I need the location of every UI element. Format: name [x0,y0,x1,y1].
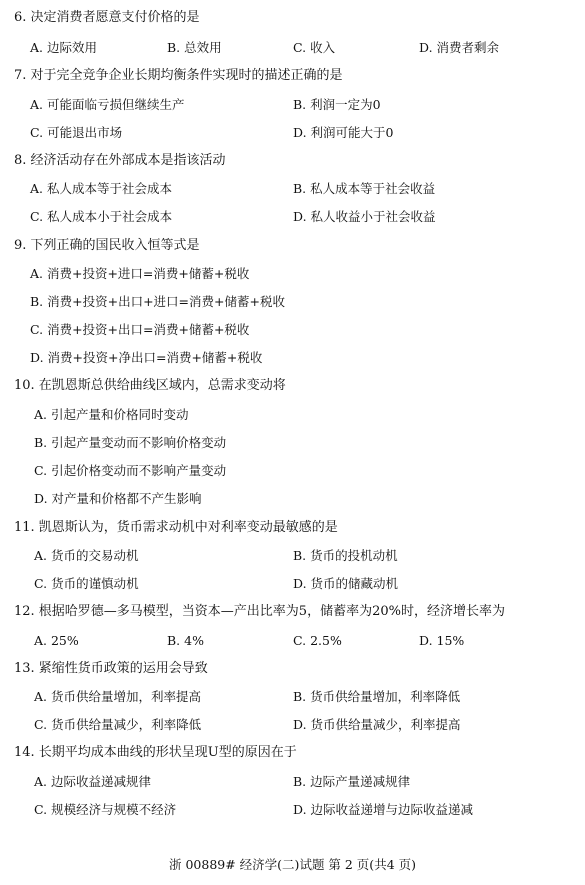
question-8-option-b: B. 私人成本等于社会收益 [293,181,436,196]
question-14-option-d: D. 边际收益递增与边际收益递减 [293,802,474,817]
question-10-option-d: D. 对产量和价格都不产生影响 [34,491,202,506]
question-11-option-d: D. 货币的储藏动机 [293,576,399,591]
question-12-option-b: B. 4% [167,633,204,648]
question-10-option-c: C. 引起价格变动而不影响产量变动 [34,463,227,478]
question-9-option-d: D. 消费+投资+净出口=消费+储蓄+税收 [30,350,263,365]
question-12-option-c: C. 2.5% [293,633,342,648]
question-11-option-c: C. 货币的谨慎动机 [34,576,139,591]
question-10-stem: 10. 在凯恩斯总供给曲线区域内，总需求变动将 [14,378,286,393]
question-9-stem: 9. 下列正确的国民收入恒等式是 [14,238,200,253]
question-13-option-c: C. 货币供给量减少，利率降低 [34,717,202,732]
question-11-stem: 11. 凯恩斯认为，货币需求动机中对利率变动最敏感的是 [14,520,338,535]
question-13-option-a: A. 货币供给量增加，利率提高 [34,689,201,704]
question-11-option-a: A. 货币的交易动机 [34,548,139,563]
question-6-option-d: D. 消费者剩余 [419,40,500,55]
question-8-option-d: D. 私人收益小于社会收益 [293,209,436,224]
question-14-stem: 14. 长期平均成本曲线的形状呈现U型的原因在于 [14,745,297,760]
question-14-option-a: A. 边际收益递减规律 [34,774,151,789]
question-8-option-c: C. 私人成本小于社会成本 [30,209,173,224]
question-9-option-c: C. 消费+投资+出口=消费+储蓄+税收 [30,322,250,337]
question-7-option-b: B. 利润一定为0 [293,97,381,112]
question-13-stem: 13. 紧缩性货币政策的运用会导致 [14,661,208,676]
question-14-option-c: C. 规模经济与规模不经济 [34,802,177,817]
question-9-option-b: B. 消费+投资+出口+进口=消费+储蓄+税收 [30,294,285,309]
question-10-option-b: B. 引起产量变动而不影响价格变动 [34,435,227,450]
question-6-option-c: C. 收入 [293,40,336,55]
question-13-option-b: B. 货币供给量增加，利率降低 [293,689,461,704]
question-8-stem: 8. 经济活动存在外部成本是指该活动 [14,153,226,168]
question-10-option-a: A. 引起产量和价格同时变动 [34,407,189,422]
question-11-option-b: B. 货币的投机动机 [293,548,398,563]
question-6-option-b: B. 总效用 [167,40,222,55]
question-13-option-d: D. 货币供给量减少，利率提高 [293,717,461,732]
question-6-option-a: A. 边际效用 [30,40,97,55]
page-footer: 浙 00889# 经济学(二)试题 第 2 页(共4 页) [169,857,416,872]
question-9-option-a: A. 消费+投资+进口=消费+储蓄+税收 [30,266,250,281]
question-12-stem: 12. 根据哈罗德—多马模型，当资本—产出比率为5，储蓄率为20%时，经济增长率为 [14,604,505,619]
question-7-option-d: D. 利润可能大于0 [293,125,394,140]
question-7-stem: 7. 对于完全竞争企业长期均衡条件实现时的描述正确的是 [14,68,343,83]
question-7-option-a: A. 可能面临亏损但继续生产 [30,97,185,112]
question-14-option-b: B. 边际产量递减规律 [293,774,411,789]
question-12-option-d: D. 15% [419,633,465,648]
question-8-option-a: A. 私人成本等于社会成本 [30,181,172,196]
question-7-option-c: C. 可能退出市场 [30,125,123,140]
question-6-stem: 6. 决定消费者愿意支付价格的是 [14,10,200,25]
question-12-option-a: A. 25% [34,633,79,648]
